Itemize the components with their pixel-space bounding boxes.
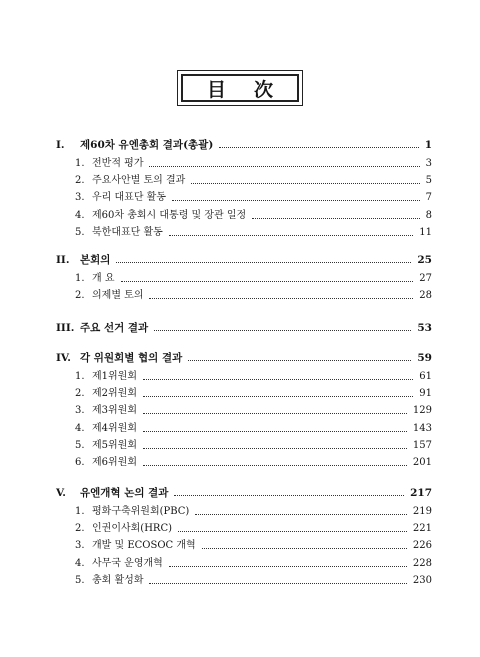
section-title: 유엔개혁 논의 결과 [80, 487, 169, 499]
toc-item [0, 538, 480, 554]
dot-leader [169, 566, 407, 567]
dot-leader [195, 514, 407, 515]
item-title: 제2위원회 [92, 388, 138, 399]
toc-item [0, 271, 480, 287]
item-title: 제60차 총회시 대통령 및 장관 일정 [92, 210, 247, 221]
page-number: 8 [425, 210, 432, 221]
item-number: 5. [75, 575, 85, 586]
dot-leader [143, 413, 407, 414]
page-number: 230 [412, 575, 432, 586]
page-number: 219 [412, 506, 432, 517]
page-number: 27 [419, 273, 432, 284]
dot-leader [172, 200, 420, 201]
item-title: 인권이사회(HRC) [92, 523, 173, 534]
page-number: 91 [419, 388, 432, 399]
dot-leader [149, 166, 420, 167]
page-number: 28 [419, 290, 432, 301]
page-number: 226 [412, 540, 432, 551]
toc-item [0, 556, 480, 572]
toc-item [0, 403, 480, 419]
dot-leader [154, 330, 411, 331]
item-title: 의제별 토의 [92, 290, 144, 301]
page-number: 3 [425, 158, 432, 169]
item-number: 1. [75, 506, 85, 517]
section-numeral: II. [56, 254, 70, 266]
page-number: 157 [412, 440, 432, 451]
item-title: 개발 및 ECOSOC 개혁 [92, 540, 196, 551]
item-title: 제5위원회 [92, 440, 138, 451]
page-number: 217 [410, 487, 432, 499]
item-title: 북한대표단 활동 [92, 227, 163, 238]
section-title: 제60차 유엔총회 결과(총괄) [80, 139, 214, 151]
item-title: 주요사안별 토의 결과 [92, 175, 186, 186]
item-title: 사무국 운영개혁 [92, 558, 163, 569]
toc-item [0, 225, 480, 241]
section-row [0, 252, 480, 268]
toc-item [0, 573, 480, 589]
section-title: 각 위원회별 협의 결과 [80, 352, 183, 364]
item-number: 5. [75, 227, 85, 238]
section-row [0, 350, 480, 366]
page-number: 221 [412, 523, 432, 534]
dot-leader [202, 548, 407, 549]
item-title: 제4위원회 [92, 423, 138, 434]
section-title: 본회의 [80, 254, 111, 266]
page-number: 59 [417, 352, 432, 364]
item-number: 3. [75, 540, 85, 551]
dot-leader [121, 281, 413, 282]
toc-item [0, 288, 480, 304]
toc-item [0, 386, 480, 402]
section-row [0, 485, 480, 501]
toc-item [0, 190, 480, 206]
item-number: 4. [75, 423, 85, 434]
section-row [0, 320, 480, 336]
section-title: 주요 선거 결과 [80, 322, 149, 334]
item-number: 2. [75, 175, 85, 186]
dot-leader [143, 431, 407, 432]
dot-leader [149, 298, 413, 299]
item-number: 2. [75, 523, 85, 534]
toc-item [0, 455, 480, 471]
section-numeral: I. [56, 139, 65, 151]
page-number: 25 [417, 254, 432, 266]
item-title: 제6위원회 [92, 457, 138, 468]
item-number: 2. [75, 290, 85, 301]
item-number: 3. [75, 405, 85, 416]
dot-leader [252, 218, 420, 219]
dot-leader [143, 396, 413, 397]
toc-item [0, 369, 480, 385]
dot-leader [219, 147, 419, 148]
dot-leader [178, 531, 407, 532]
toc-item [0, 504, 480, 520]
page-number: 228 [412, 558, 432, 569]
page-number: 61 [419, 371, 432, 382]
dot-leader [149, 583, 407, 584]
toc-item [0, 208, 480, 224]
item-title: 평화구축위원회(PBC) [92, 506, 190, 517]
item-number: 4. [75, 558, 85, 569]
page-title-right: 次 [253, 78, 273, 101]
item-number: 1. [75, 273, 85, 284]
section-numeral: V. [56, 487, 66, 499]
item-number: 4. [75, 210, 85, 221]
item-title: 우리 대표단 활동 [92, 192, 166, 203]
dot-leader [143, 448, 407, 449]
page-title-left: 目 [207, 78, 227, 101]
item-number: 1. [75, 158, 85, 169]
item-title: 제3위원회 [92, 405, 138, 416]
dot-leader [169, 235, 413, 236]
dot-leader [188, 360, 411, 361]
item-title: 전반적 평가 [92, 158, 144, 169]
page-number: 7 [425, 192, 432, 203]
toc-item [0, 438, 480, 454]
toc-item [0, 521, 480, 537]
item-number: 5. [75, 440, 85, 451]
dot-leader [116, 262, 411, 263]
page-number: 53 [417, 322, 432, 334]
item-number: 6. [75, 457, 85, 468]
item-title: 총회 활성화 [92, 575, 144, 586]
section-numeral: IV. [56, 352, 71, 364]
toc-item [0, 173, 480, 189]
toc-item [0, 421, 480, 437]
dot-leader [143, 379, 413, 380]
page-number: 143 [412, 423, 432, 434]
item-number: 2. [75, 388, 85, 399]
page-number: 11 [419, 227, 432, 238]
page-number: 5 [425, 175, 432, 186]
item-number: 3. [75, 192, 85, 203]
item-title: 제1위원회 [92, 371, 138, 382]
page-number: 129 [412, 405, 432, 416]
toc-item [0, 156, 480, 172]
section-numeral: III. [56, 322, 75, 334]
dot-leader [191, 183, 420, 184]
page-number: 201 [412, 457, 432, 468]
item-number: 1. [75, 371, 85, 382]
dot-leader [174, 495, 404, 496]
section-row [0, 137, 480, 153]
dot-leader [143, 465, 407, 466]
item-title: 개 요 [92, 273, 115, 284]
page-number: 1 [424, 139, 432, 151]
